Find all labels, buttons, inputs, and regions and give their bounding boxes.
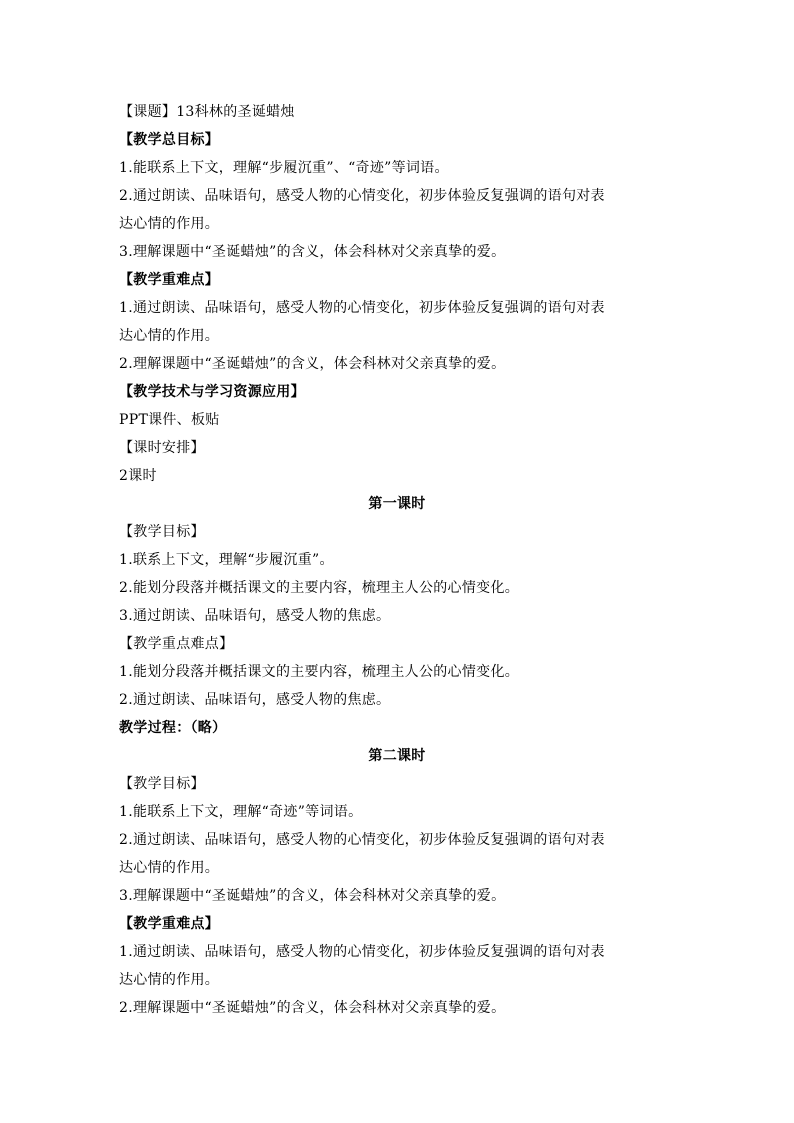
key-point-1: 1.通过朗读、品味语句，感受人物的心情变化，初步体验反复强调的语句对表 xyxy=(119,300,605,316)
heading-lesson-two: 第二课时 xyxy=(368,748,426,764)
lesson-two-goal-3: 3.理解课题中“圣诞蜡烛”的含义，体会科林对父亲真挚的爱。 xyxy=(119,888,506,904)
key-point-2: 2.理解课题中“圣诞蜡烛”的含义，体会科林对父亲真挚的爱。 xyxy=(119,356,506,372)
key-point-1-cont: 达心情的作用。 xyxy=(119,328,220,344)
section-heading-overall-goals: 【教学总目标】 xyxy=(119,132,220,148)
lesson-one-key-point-1: 1.能划分段落并概括课文的主要内容，梳理主人公的心情变化。 xyxy=(119,664,520,680)
lesson-one-key-point-2: 2.通过朗读、品味语句，感受人物的焦虑。 xyxy=(119,692,391,708)
overall-goal-2: 2.通过朗读、品味语句，感受人物的心情变化，初步体验反复强调的语句对表 xyxy=(119,188,605,204)
section-heading-key-points: 【教学重难点】 xyxy=(119,272,220,288)
lesson-one-key-points-heading: 【教学重点难点】 xyxy=(119,636,234,652)
lesson-two-key-point-2: 2.理解课题中“圣诞蜡烛”的含义，体会科林对父亲真挚的爱。 xyxy=(119,1000,506,1016)
lesson-one-goal-1: 1.联系上下文，理解“步履沉重”。 xyxy=(119,552,334,568)
lesson-two-key-point-1-cont: 达心情的作用。 xyxy=(119,972,220,988)
lesson-one-process: 教学过程：（略） xyxy=(119,720,227,736)
overall-goal-3: 3.理解课题中“圣诞蜡烛”的含义，体会科林对父亲真挚的爱。 xyxy=(119,244,506,260)
lesson-two-goals-heading: 【教学目标】 xyxy=(119,776,205,792)
lesson-two-goal-2: 2.通过朗读、品味语句，感受人物的心情变化，初步体验反复强调的语句对表 xyxy=(119,832,605,848)
lesson-one-goal-2: 2.能划分段落并概括课文的主要内容，梳理主人公的心情变化。 xyxy=(119,580,520,596)
lesson-two-key-point-1: 1.通过朗读、品味语句，感受人物的心情变化，初步体验反复强调的语句对表 xyxy=(119,944,605,960)
lesson-one-goals-heading: 【教学目标】 xyxy=(119,524,205,540)
lesson-one-goal-3: 3.通过朗读、品味语句，感受人物的焦虑。 xyxy=(119,608,391,624)
lesson-two-key-points-heading: 【教学重难点】 xyxy=(119,916,220,932)
lesson-title: 【课题】13科林的圣诞蜡烛 xyxy=(119,104,295,120)
document-body xyxy=(119,98,675,1022)
resources-text: PPT课件、板贴 xyxy=(119,412,220,428)
overall-goal-1: 1.能联系上下文，理解“步履沉重”、“奇迹”等词语。 xyxy=(119,160,449,176)
section-heading-resources: 【教学技术与学习资源应用】 xyxy=(119,384,305,400)
schedule-text: 2课时 xyxy=(119,468,157,484)
lesson-two-goal-1: 1.能联系上下文，理解“奇迹”等词语。 xyxy=(119,804,363,820)
heading-lesson-one: 第一课时 xyxy=(368,496,426,512)
section-heading-schedule: 【课时安排】 xyxy=(119,440,205,456)
lesson-two-goal-2-cont: 达心情的作用。 xyxy=(119,860,220,876)
overall-goal-2-cont: 达心情的作用。 xyxy=(119,216,220,232)
